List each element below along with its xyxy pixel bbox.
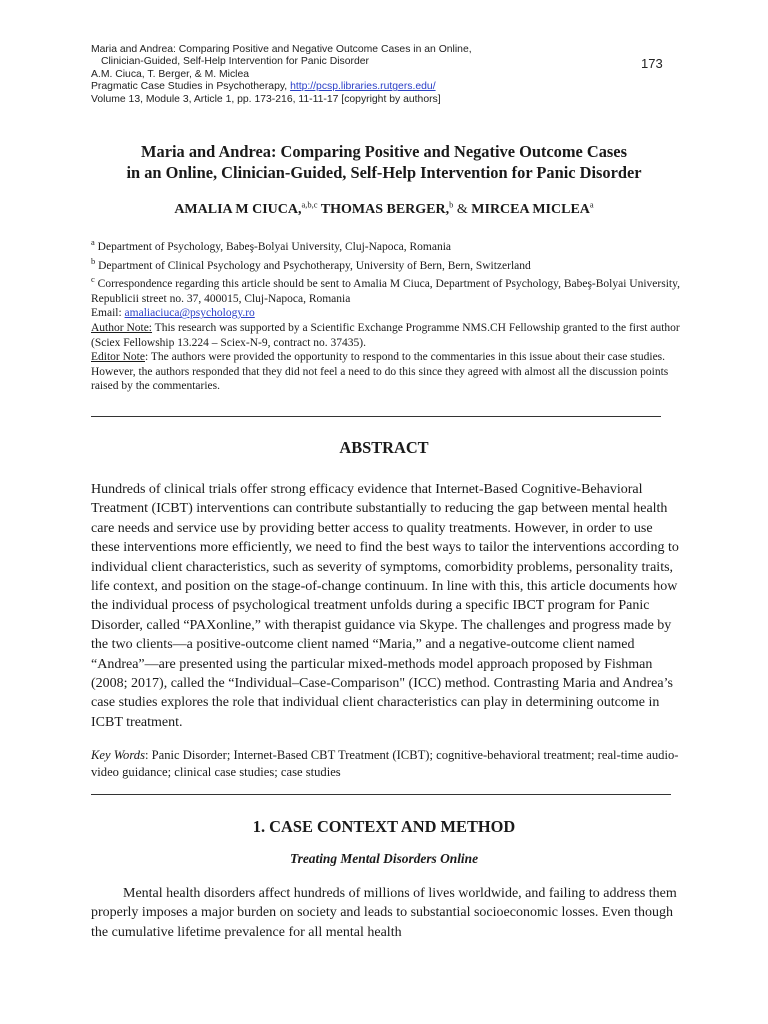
editor-note-text: : The authors were provided the opportunity to respond to the commentaries in this issue about their case studies. However, the authors responded that they did not feel a need to do this since they agreed with almost all the discussion points raised by the commentaries. (91, 351, 669, 393)
affiliation-text: Department of Clinical Psychology and Psychotherapy, University of Bern, Bern, Switzerland (98, 259, 531, 272)
email-label: Email: (91, 307, 125, 320)
journal-link[interactable]: http://pcsp.libraries.rutgers.edu/ (290, 81, 436, 93)
running-header-authors: A.M. Ciuca, T. Berger, & M. Miclea (91, 68, 250, 80)
journal-name: Pragmatic Case Studies in Psychotherapy, (91, 81, 291, 93)
affiliation-marker: c (91, 274, 95, 285)
email-line (91, 306, 681, 321)
author-note (91, 321, 681, 350)
running-header-volume: Volume 13, Module 3, Article 1, pp. 173-216, 11-11-17 [copyright by authors] (91, 93, 441, 105)
article-title-line2: in an Online, Clinician-Guided, Self-Help Intervention for Panic Disorder (126, 162, 642, 182)
affiliation-b (91, 255, 681, 274)
affiliations-block (91, 237, 681, 394)
affiliation-marker: a (91, 237, 95, 248)
correspondence (91, 274, 681, 306)
section-heading: 1. CASE CONTEXT AND METHOD (252, 817, 516, 836)
author-name: THOMAS BERGER (320, 202, 446, 217)
subsection-heading: Treating Mental Disorders Online (289, 851, 479, 866)
author-affiliation-marker: a,b,c (301, 199, 318, 210)
affiliation-marker: b (91, 255, 96, 266)
abstract-heading: ABSTRACT (339, 438, 429, 457)
author-name: AMALIA M CIUCA (174, 202, 298, 217)
author-separator: & (453, 202, 472, 217)
author-note-label: Author Note: (91, 321, 153, 334)
abstract-text: Hundreds of clinical trials offer strong efficacy evidence that Internet-Based Cognitive-Behavioral Treatment (ICBT) interventions can contribute substantially to reducing the gap between mental health care needs and service use by providing better access to quality treatments. However, in order to use these interventions more efficiently, we need to find the best ways to tailor the interventions according to individual client characteristics, such as severity of symptoms, comorbidity problems, personality traits, life context, and position on the stage-of-change continuum. In line with this, this article documents how the individual process of psychological treatment unfolds during a specific IBCT program for Panic Disorder, called “PAXonline,” with therapist guidance via Skype. The challenges and progress made by the two clients—a positive-outcome client named “Maria,” and a negative-outcome client named “Andrea”—are presented using the particular mixed-methods model approach proposed by Fishman (2008; 2017), called the “Individual–Case-Comparison" (ICC) method. Contrasting Maria and Andrea’s case studies explores the role that individual client characteristics can play in determining outcome in ICBT treatment. (91, 482, 679, 730)
affiliation-text: Department of Psychology, Babeş-Bolyai University, Cluj-Napoca, Romania (97, 241, 451, 253)
author-list: AMALIA M CIUCA,$^{a,b,c}$ THOMAS BERGER,$^b$ & MIRCEA MICLEA$^a$ (174, 199, 594, 217)
running-header-title-line2: Clinician-Guided, Self-Help Intervention for Panic Disorder (101, 56, 369, 68)
article-title-line1: Maria and Andrea: Comparing Positive and Negative Outcome Cases (141, 142, 627, 161)
author-note-text: This research was supported by a Scientific Exchange Programme NMS.CH Fellowship granted to the first author (Sciex Fellowship 13.224 – Sciex-N-9, contract no. 37435). (91, 321, 680, 349)
editor-note (91, 350, 681, 394)
divider-rule (91, 416, 661, 417)
email-link[interactable]: amaliaciuca@psychology.ro (124, 307, 255, 320)
author-affiliation-marker: a (589, 199, 594, 210)
keywords-label: Key Words (91, 748, 145, 762)
running-header-title-line1: Maria and Andrea: Comparing Positive and Negative Outcome Cases in an Online, (91, 44, 472, 55)
correspondence-text: Correspondence regarding this article should be sent to Amalia M Ciuca, Department of Psychology, Babeş-Bolyai University, Republicii street no. 37, 400015, Cluj-Napoca, Romania (91, 278, 680, 305)
author-affiliation-marker: b (449, 199, 454, 210)
article-title (60, 142, 708, 183)
body-paragraph: Mental health disorders affect hundreds of millions of lives worldwide, and failing to address them properly imposes a major burden on society and leads to substantial socioeconomic losses. Even though the cumulative lifetime prevalence for all mental health (91, 886, 677, 940)
affiliation-a (91, 237, 681, 255)
running-header-journal (91, 81, 651, 93)
divider-rule (91, 794, 671, 795)
running-header (91, 44, 651, 106)
page-number: 173 (641, 56, 663, 71)
keywords (91, 747, 681, 780)
keywords-text: : Panic Disorder; Internet-Based CBT Treatment (ICBT); cognitive-behavioral treatment; real-time audio-video guidance; clinical case studies; case studies (91, 748, 679, 779)
editor-note-label: Editor Note (91, 351, 145, 364)
author-name: MIRCEA MICLEA (471, 202, 590, 217)
